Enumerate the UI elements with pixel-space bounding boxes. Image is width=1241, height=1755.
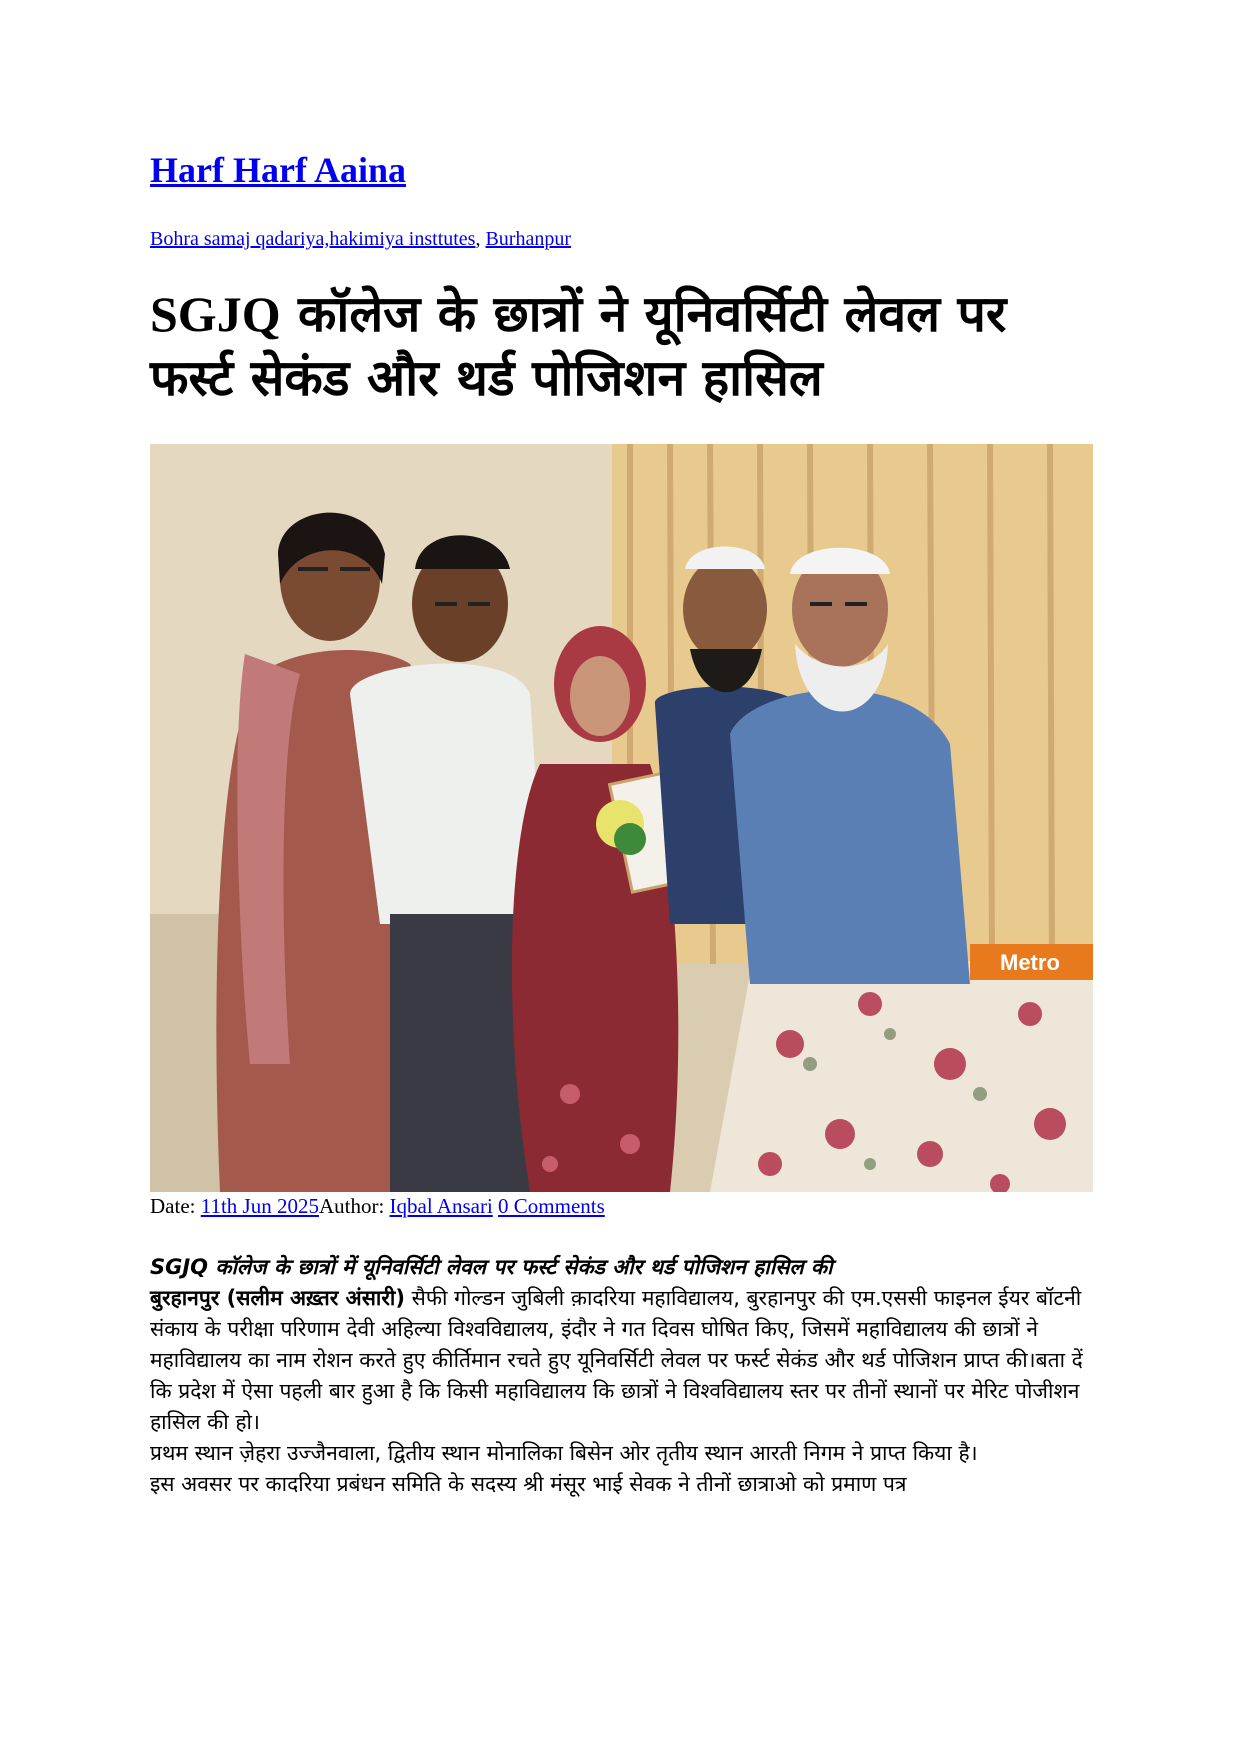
- date-label: Date:: [150, 1194, 201, 1218]
- category-link-burhanpur[interactable]: Burhanpur: [485, 228, 572, 250]
- article-byline: बुरहानपुर (सलीम अख़्तर अंसारी): [150, 1286, 405, 1310]
- site-title-link[interactable]: Harf Harf Aaina: [150, 150, 406, 190]
- paragraph-1-text: सैफी गोल्डन जुबिली क़ादरिया महाविद्यालय, बुरहानपुर की एम.एससी फाइनल ईयर बॉटनी संकाय के परीक्षा परिणाम देवी अहिल्या विश्वविद्यालय, इंदौर ने गत दिवस घोषित किए, जिसमें महाविद्यालय की छात्रों ने महाविद्यालय का नाम रोशन करते हुए कीर्तिमान रचते हुए यूनिवर्सिटी लेवल पर फर्स्ट सेकंड और थर्ड पोजिशन प्राप्त की।बता दें कि प्रदेश में ऐसा पहली बार हुआ है कि किसी महाविद्यालय कि छात्रों ने विश्वविद्यालय स्तर पर तीनों स्थानों पर मेरिट पोजीशन हासिल की हो।: [150, 1286, 1083, 1434]
- article-meta: [150, 1192, 605, 1220]
- body-paragraph-2: प्रथम स्थान ज़ेहरा उज्जैनवाला, द्वितीय स्थान मोनालिका बिसेन ओर तृतीय स्थान आरती निगम ने प्राप्त किया है।: [150, 1441, 978, 1465]
- photo-illustration: [150, 444, 1093, 1192]
- article-headline: [150, 282, 1090, 410]
- author-label: Author:: [318, 1194, 390, 1218]
- metro-box-label: Metro: [1000, 950, 1060, 975]
- comments-link[interactable]: 0 Comments: [498, 1194, 605, 1218]
- article-body: [150, 1252, 1095, 1500]
- body-paragraph-3: इस अवसर पर कादरिया प्रबंधन समिति के सदस्य श्री मंसूर भाई सेवक ने तीनों छात्राओ को प्रमाण पत्र: [150, 1472, 907, 1496]
- category-separator: ,: [475, 228, 486, 250]
- date-link[interactable]: 11th Jun 2025: [200, 1194, 319, 1218]
- headline-latin: SGJQ: [150, 286, 281, 342]
- category-links: [150, 226, 571, 252]
- category-link-bohra-samaj[interactable]: Bohra samaj qadariya,hakimiya insttutes: [150, 228, 476, 250]
- article-lead: SGJQ कॉलेज के छात्रों में यूनिवर्सिटी लेवल पर फर्स्ट सेकंड और थर्ड पोजिशन हासिल की: [150, 1255, 833, 1279]
- author-link[interactable]: Iqbal Ansari: [389, 1194, 493, 1218]
- headline-hindi: कॉलेज के छात्रों ने यूनिवर्सिटी लेवल पर फर्स्ट सेकंड और थर्ड पोजिशन हासिल: [150, 285, 1007, 407]
- body-paragraph-1: [150, 1252, 1095, 1438]
- award-ceremony-photo: [150, 444, 1093, 1192]
